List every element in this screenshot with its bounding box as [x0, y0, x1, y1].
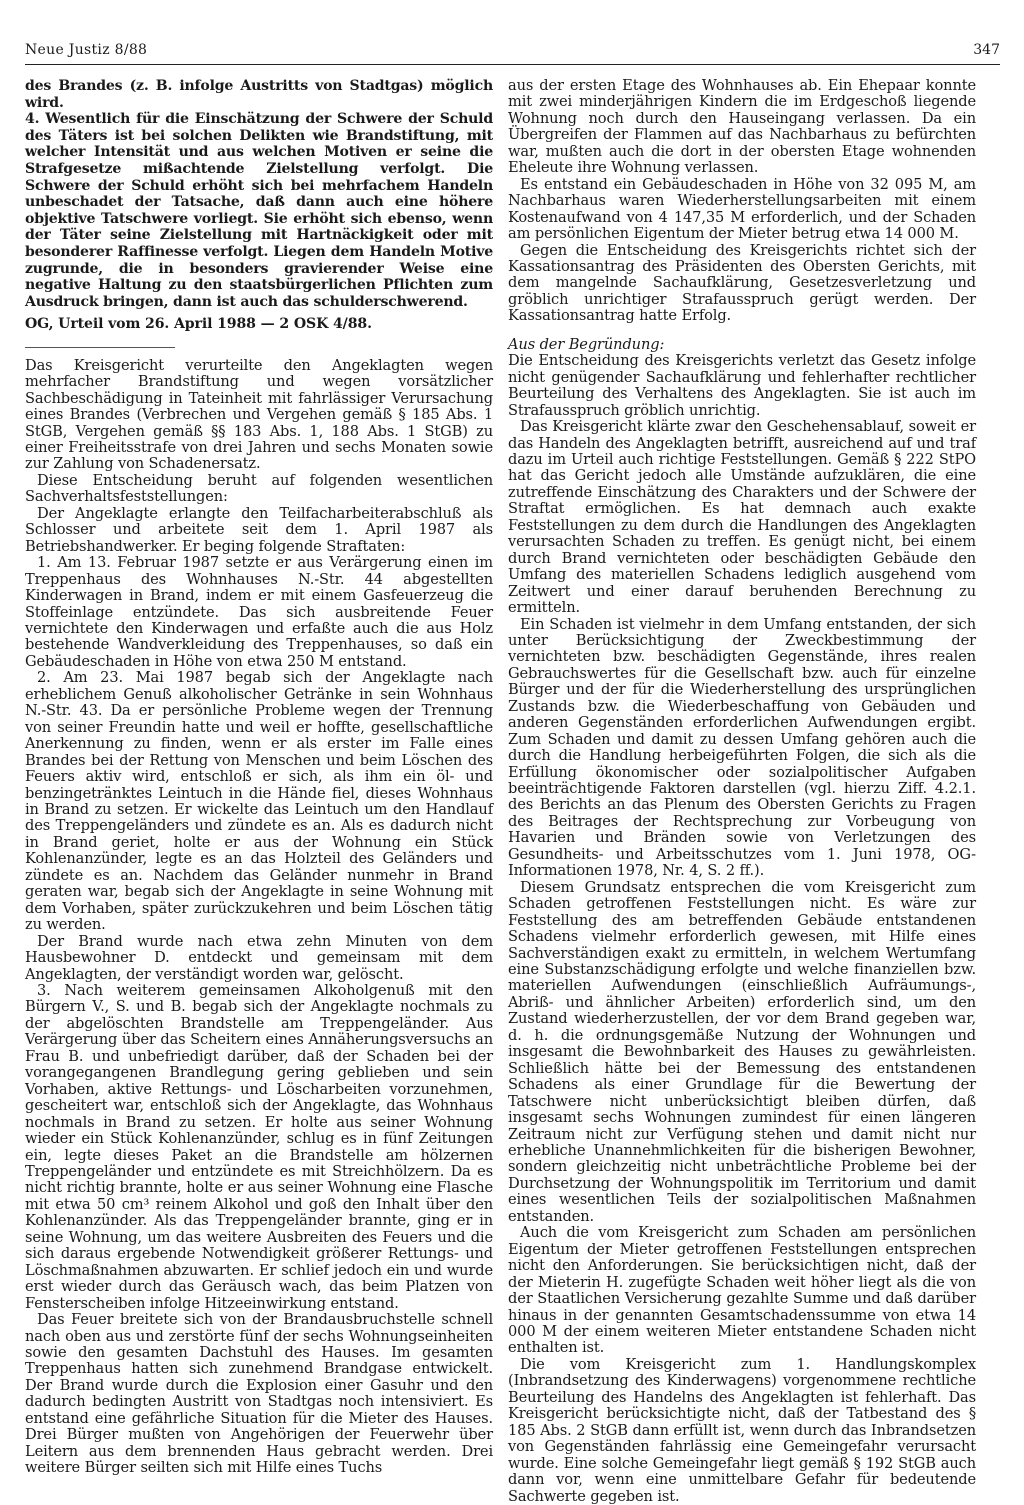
body-paragraph: Die Entscheidung des Kreisgerichts verletzt das Gesetz infolge nicht genügender Sachaufklärung und fehlerhafter rechtlicher Beurteilung des Verhaltens des Angeklagten. Sie ist auch im Strafausspruch gröblich unrichtig. [508, 352, 976, 419]
body-paragraph: Das Kreisgericht klärte zwar den Geschehensablauf, soweit er das Handeln des Angeklagten betrifft, ausreichend auf und traf dazu im Urteil auch richtige Feststellungen. Gemäß § 222 StPO hat das Gericht jedoch alle Umstände aufzuklären, die eine zutreffende Einschätzung des Charakters und der Schwere der Straftat ermöglichen. Es hat demnach auch exakte Feststellungen zu dem durch die Handlungen des Angeklagten verursachten Schaden zu treffen. Es genügt nicht, bei einem durch Brand vernichteten oder beschädigten Gebäude den Umfang des materiellen Schadens lediglich ausgehend vom Zeitwert und einer darauf beruhenden Berechnung zu ermitteln. [508, 418, 976, 617]
separator-rule [25, 347, 175, 348]
decision-citation: OG, Urteil vom 26. April 1988 — 2 OSK 4/88. [25, 316, 372, 333]
body-paragraph: Die vom Kreisgericht zum 1. Handlungskomplex (Inbrandsetzung des Kinderwagens) vorgenommene rechtliche Beurteilung des Handelns des Angeklagten ist fehlerhaft. Das Kreisgericht berücksichtigte nicht, daß der Tatbestand des § 185 Abs. 2 StGB dann erfüllt ist, wenn durch das Inbrandsetzen von Gegenständen fahrlässig eine Gemeingefahr verursacht wurde. Eine solche Gemeingefahr liegt gemäß § 192 StGB auch dann vor, wenn eine unmittelbare Gefahr für bedeutende Sachwerte gegeben ist. [508, 1355, 976, 1505]
headnote-paragraph: des Brandes (z. B. infolge Austritts von Stadtgas) möglich wird. [25, 78, 493, 111]
body-paragraph: Auch die vom Kreisgericht zum Schaden am persönlichen Eigentum der Mieter getroffenen Feststellungen entsprechen nicht den Anforderungen. Sie berücksichtigen nicht, daß der der Mieterin H. zugefügte Schaden weit höher liegt als die von der Staatlichen Versicherung gezahlte Summe und daß darüber hinaus in der genannten Gesamtschadenssumme von etwa 14 000 M der einem weiteren Mieter entstandene Schaden nicht enthalten ist. [508, 1224, 976, 1357]
body-paragraph: Es entstand ein Gebäudeschaden in Höhe von 32 095 M, am Nachbarhaus waren Wiederherstellungsarbeiten mit einem Kostenaufwand von 4 147,35 M erforderlich, und der Schaden am persönlichen Eigentum der Mieter betrug etwa 14 000 M. [508, 175, 976, 243]
section-heading: Aus der Begründung: [508, 335, 665, 353]
body-paragraph: Das Feuer breitete sich von der Brandausbruchstelle schnell nach oben aus und zerstörte fünf der sechs Wohnungseinheiten sowie den gesamten Dachstuhl des Hauses. Im gesamten Treppenhaus hatten sich zunehmend Brandgase entwickelt. Der Brand wurde durch die Explosion einer Gasuhr und den dadurch bedingten Austritt von Stadtgas noch intensiviert. Es entstand eine gefährliche Situation für die Mieter des Hauses. Drei Bürger mußten von Angehörigen der Feuerwehr über Leitern aus dem brennenden Haus gebracht werden. Drei weitere Bürger seilten sich mit Hilfe eines Tuchs [25, 1311, 493, 1477]
left-column [25, 78, 493, 1477]
body-paragraph: 3. Nach weiterem gemeinsamen Alkoholgenuß mit den Bürgern V., S. und B. begab sich der Angeklagte nochmals zu der abgelöschten Brandstelle am Treppengeländer. Aus Verärgerung über das Scheitern eines Annäherungsversuchs an Frau B. und unbefriedigt darüber, daß der Schaden bei der vorangegangenen Brandlegung gering geblieben und sein Vorhaben, aktive Rettungs- und Löscharbeiten vorzunehmen, gescheitert war, entschloß sich der Angeklagte, das Wohnhaus nochmals in Brand zu setzen. Er holte aus seiner Wohnung wieder ein Stück Kohlenanzünder, schlug es in fünf Zeitungen ein, legte dieses Paket an die Brandstelle am hölzernen Treppengeländer und entzündete es mit Streichhölzern. Da es nicht richtig brannte, holte er aus seiner Wohnung eine Flasche mit etwa 50 cm³ reinem Alkohol und goß den Inhalt über den Kohlenanzünder. Als das Treppengeländer brannte, ging er in seine Wohnung, um das weitere Ausbreiten des Feuers und die sich daraus ergebende Notwendigkeit größerer Rettungs- und Löschmaßnahmen abzuwarten. Er schlief jedoch ein und wurde erst wieder durch das Geräusch wach, das beim Platzen von Fensterscheiben infolge Hitzeeinwirkung entstand. [25, 981, 493, 1312]
body-paragraph: aus der ersten Etage des Wohnhauses ab. Ein Ehepaar konnte mit zwei minderjährigen Kindern die im Erdgeschoß liegende Wohnung noch durch den Hauseingang verlassen. Da ein Übergreifen der Flammen auf das Nachbarhaus zu befürchten war, mußten auch die dort in der obersten Etage wohnenden Eheleute ihre Wohnung verlassen. [508, 77, 976, 177]
body-paragraph: Das Kreisgericht verurteilte den Angeklagten wegen mehrfacher Brandstiftung und wegen vorsätzlicher Sachbeschädigung in Tateinheit mit fahrlässiger Verursachung eines Brandes (Verbrechen und Vergehen gemäß § 185 Abs. 1 StGB, Vergehen gemäß §§ 183 Abs. 1, 188 Abs. 1 StGB) zu einer Freiheitsstrafe von drei Jahren und sechs Monaten sowie zur Zahlung von Schadenersatz. [25, 356, 493, 473]
page-header [25, 42, 1000, 65]
page-number: 347 [973, 42, 1000, 58]
body-paragraph: Gegen die Entscheidung des Kreisgerichts richtet sich der Kassationsantrag des Präsidenten des Obersten Gerichts, mit dem mangelnde Sachaufklärung, Gesetzesverletzung und gröblich unrichtiger Strafausspruch gerügt werden. Der Kassationsantrag hatte Erfolg. [508, 241, 976, 325]
body-paragraph: 2. Am 23. Mai 1987 begab sich der Angeklagte nach erheblichem Genuß alkoholischer Getränke in sein Wohnhaus N.-Str. 43. Da er persönliche Probleme wegen der Trennung von seiner Freundin hatte und weil er hoffte, gesellschaftliche Anerkennung zu finden, wenn er als erster im Falle eines Brandes bei der Rettung von Menschen und beim Löschen des Feuers aktiv wird, entschloß er sich, als ihm ein öl- und benzingetränktes Leintuch in die Hände fiel, dieses Wohnhaus in Brand zu setzen. Er wickelte das Leintuch um den Handlauf des Treppengeländers und zündete es an. Als es dadurch nicht in Brand geriet, holte er aus der Wohnung ein Stück Kohlenanzünder, legte es an das Holzteil des Geländers und zündete es an. Nachdem das Geländer nunmehr in Brand geraten war, begab sich der Angeklagte in seine Wohnung mit dem Vorhaben, später zurückzukehren und beim Löschen tätig zu werden. [25, 669, 493, 934]
body-paragraph: Ein Schaden ist vielmehr in dem Umfang entstanden, der sich unter Berücksichtigung der Zweckbestimmung der vernichteten bzw. beschädigten Gegenstände, ihres realen Gebrauchswertes für die Gesellschaft bzw. auch für einzelne Bürger und der für die Wiederherstellung des ursprünglichen Zustands bzw. die Wiederbeschaffung von Gebäuden und anderen Gegenständen erforderlichen Aufwendungen ergibt. Zum Schaden und damit zu dessen Umfang gehören auch die durch die Handlung herbeigeführten Folgen, die sich als die Erfüllung ökonomischer oder sozialpolitischer Aufgaben beeinträchtigende Faktoren darstellen (vgl. hierzu Ziff. 4.2.1. des Berichts an das Plenum des Obersten Gerichts zu Fragen des Beitrages der Rechtsprechung zur Vorbeugung von Havarien und Bränden sowie von Verletzungen des Gesundheits- und Arbeitsschutzes vom 1. Juni 1978, OG-Informationen 1978, Nr. 4, S. 2 ff.). [508, 615, 976, 880]
body-paragraph: Der Angeklagte erlangte den Teilfacharbeiterabschluß als Schlosser und arbeitete seit dem 1. April 1987 als Betriebshandwerker. Er beging folgende Straftaten: [25, 504, 493, 555]
headnote-paragraph: 4. Wesentlich für die Einschätzung der Schwere der Schuld des Täters ist bei solchen Delikten wie Brandstiftung, mit welcher Intensität und aus welchen Motiven er seine die Strafgesetze mißachtende Zielstellung verfolgt. Die Schwere der Schuld erhöht sich bei mehrfachem Handeln unbeschadet der Tatsache, daß dann auch eine höhere objektive Tatschwere vorliegt. Sie erhöht sich ebenso, wenn der Täter seine Zielstellung mit Hartnäckigkeit oder mit besonderer Raffinesse verfolgt. Liegen dem Handeln Motive zugrunde, die in besonders gravierender Weise eine negative Haltung zu den staatsbürgerlichen Pflichten zum Ausdruck bringen, dann ist auch das schulderschwerend. [25, 111, 493, 310]
body-paragraph: 1. Am 13. Februar 1987 setzte er aus Verärgerung einen im Treppenhaus des Wohnhauses N.-Str. 44 abgestellten Kinderwagen in Brand, indem er mit einem Gasfeuerzeug die Stoffeinlage entzündete. Das sich ausbreitende Feuer vernichtete den Kinderwagen und erfaßte auch die aus Holz bestehende Wandverkleidung des Treppenhauses, so daß ein Gebäudeschaden in Höhe von etwa 250 M entstand. [25, 554, 493, 670]
body-paragraph: Der Brand wurde nach etwa zehn Minuten von dem Hausbewohner D. entdeckt und gemeinsam mit dem Angeklagten, der verständigt worden war, gelöscht. [25, 932, 493, 983]
body-paragraph: Diese Entscheidung beruht auf folgenden wesentlichen Sachverhaltsfeststellungen: [25, 471, 493, 506]
right-column [508, 78, 976, 1505]
journal-title: Neue Justiz 8/88 [25, 42, 148, 58]
body-paragraph: Diesem Grundsatz entsprechen die vom Kreisgericht zum Schaden getroffenen Feststellungen nicht. Es wäre zur Feststellung des am betreffenden Gebäude entstandenen Schadens vielmehr erforderlich gewesen, mit Hilfe eines Sachverständigen exakt zu ermitteln, in welchem Wertumfang eine Substanzschädigung erfolgte und welche finanziellen bzw. materiellen Aufwendungen (einschließlich Aufräumungs-, Abriß- und ähnlicher Arbeiten) erforderlich sind, um den Zustand wiederherzustellen, der vor dem Brand gegeben war, d. h. die ordnungsgemäße Nutzung der Wohnungen und insgesamt die Bewohnbarkeit des Hauses zu gewährleisten. Schließlich hätte bei der Bemessung des entstandenen Schadens als einer Grundlage für die Bewertung der Tatschwere nicht unberücksichtigt bleiben dürfen, daß insgesamt sechs Wohnungen zumindest für einen längeren Zeitraum nicht zur Verfügung stehen und damit nicht nur erhebliche Unannehmlichkeiten für die bisherigen Bewohner, sondern gleichzeitig nicht unbeträchtliche Probleme bei der Durchsetzung der Wohnungspolitik im Territorium und damit eines wesentlichen Teils der sozialpolitischen Maßnahmen entstanden. [508, 878, 976, 1225]
